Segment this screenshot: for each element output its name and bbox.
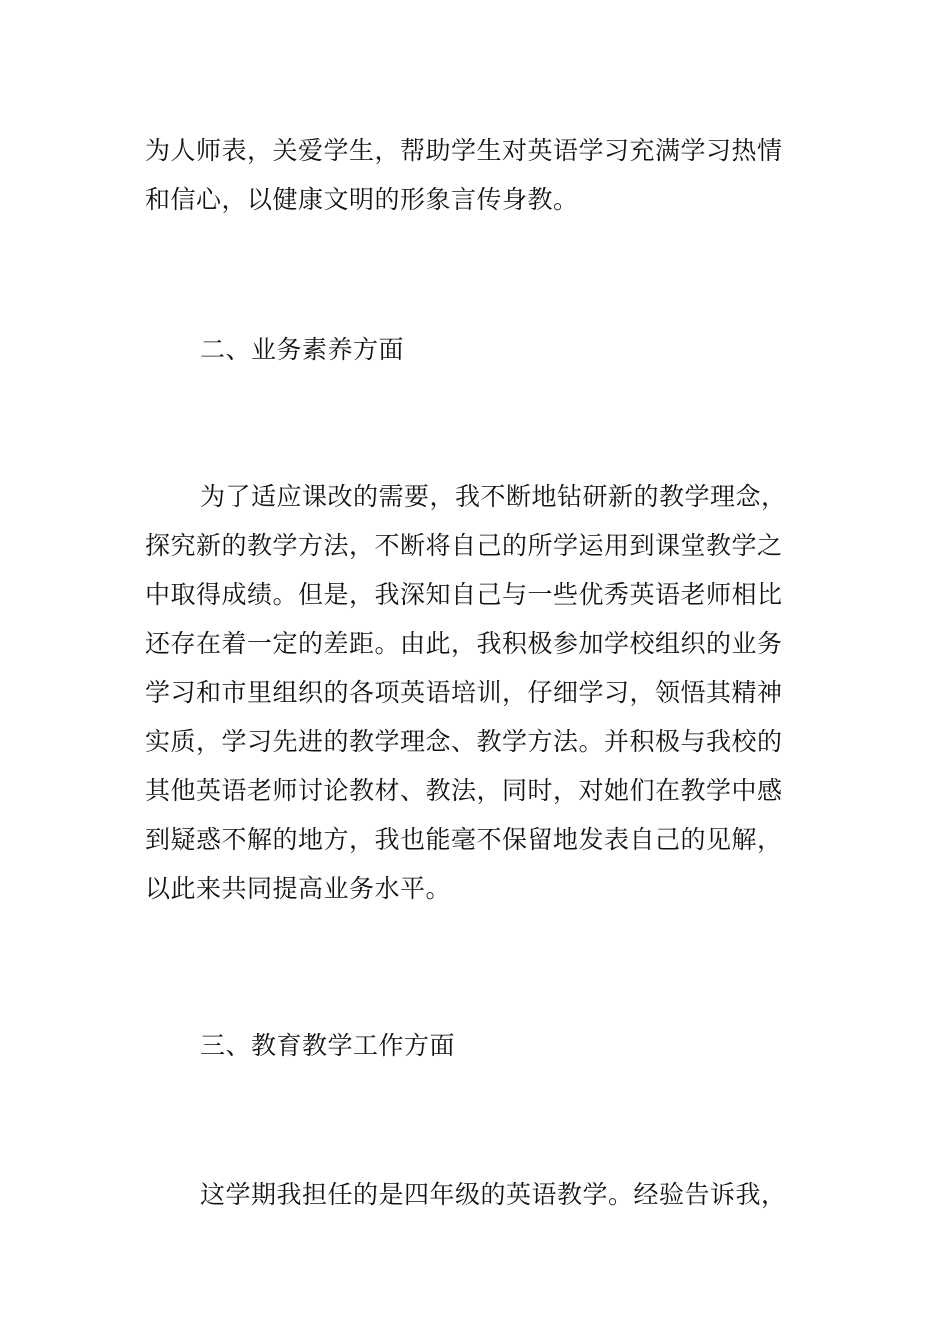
section-heading-2 (145, 325, 810, 374)
paragraph-2-line: 实质，学习先进的教学理念、教学方法。并积极与我校的 (145, 727, 783, 756)
paragraph-3 (145, 1170, 810, 1219)
paragraph-2-line: 其他英语老师讨论教材、教法，同时，对她们在教学中感 (145, 776, 783, 805)
paragraph-1-line: 和信心，以健康文明的形象言传身教。 (145, 185, 579, 214)
paragraph-1-line: 为人师表，关爱学生，帮助学生对英语学习充满学习热情 (145, 136, 783, 165)
paragraph-2-line: 还存在着一定的差距。由此，我积极参加学校组织的业务 (145, 629, 783, 658)
paragraph-1 (145, 126, 810, 224)
paragraph-2 (145, 472, 810, 913)
paragraph-2-line: 到疑惑不解的地方，我也能毫不保留地发表自己的见解， (145, 825, 783, 854)
paragraph-2-line: 为了适应课改的需要，我不断地钻研新的教学理念， (200, 482, 787, 511)
paragraph-3-line: 这学期我担任的是四年级的英语教学。经验告诉我， (200, 1180, 787, 1209)
section-heading-3 (145, 1021, 810, 1070)
paragraph-2-line: 中取得成绩。但是，我深知自己与一些优秀英语老师相比 (145, 580, 783, 609)
paragraph-2-line: 探究新的教学方法，不断将自己的所学运用到课堂教学之 (145, 531, 783, 560)
paragraph-2-line: 以此来共同提高业务水平。 (145, 874, 452, 903)
section-heading-2-text: 二、业务素养方面 (200, 335, 405, 364)
paragraph-2-line: 学习和市里组织的各项英语培训，仔细学习，领悟其精神 (145, 678, 783, 707)
section-heading-3-text: 三、教育教学工作方面 (200, 1031, 456, 1060)
